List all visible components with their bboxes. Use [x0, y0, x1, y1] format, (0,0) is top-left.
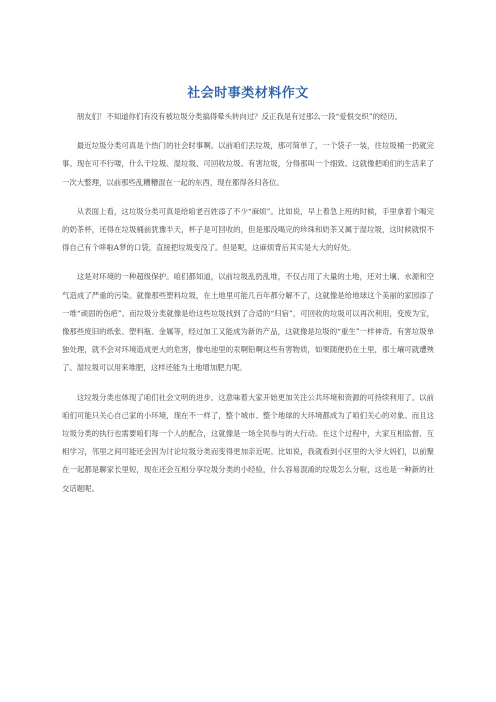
paragraph-4: 这是对环境的一种超级保护。咱们都知道，以前垃圾乱扔乱堆，不仅占用了大量的土地，还对土壤、水源和空气造成了严重的污染。就像那些塑料垃圾，在土地里可能几百年都分解不了，这就像是给地球这个美丽的家园添了一堆“顽固的伤疤”。而垃圾分类就像是给这些垃圾找到了合适的“归宿”，可回收的垃圾可以再次利用，变废为宝，像那些废旧的纸张、塑料瓶、金属等，经过加工又能成为新的产品，这就像是垃圾的“重生”一样神奇。有害垃圾单独处理，就不会对环境造成更大的危害，像电池里的汞啊铅啊这些有害物质，如果随便扔在土里，那土壤可就遭殃了。湿垃圾可以用来堆肥，这样还能为土地增加肥力呢。 [62, 272, 434, 373]
paragraph-5: 这垃圾分类也体现了咱们社会文明的进步。这意味着大家开始更加关注公共环境和资源的可持续利用了。以前咱们可能只关心自己家的小环境，现在不一样了，整个城市、整个地球的大环境都成为了咱们关心的对象。而且这垃圾分类的执行也需要咱们每一个人的配合，这就像是一场全民参与的大行动。在这个过程中，大家互相监督、互相学习，邻里之间可能还会因为讨论垃圾分类而变得更加亲近呢。比如说，我就看到小区里的大爷大妈们，以前聚在一起都是聊家长里短，现在还会互相分享垃圾分类的小经验，什么容易混淆的垃圾怎么分啦，这也是一种新的社交话题呢。 [62, 392, 434, 493]
paragraph-3: 从表面上看，这垃圾分类可真是给咱老百姓添了不少“麻烦”。比如说，早上着急上班的时候，手里拿着个喝完的奶茶杯，还得在垃圾桶前犹豫半天，杯子是可回收的，但是那没喝完的珍珠和奶茶又属于湿垃圾，这时候就恨不得自己有个哆啦A梦的口袋，直接把垃圾变没了。但是呢，这麻烦背后其实是大大的好处。 [62, 206, 434, 253]
document-title: 社会时事类材料作文 [187, 86, 309, 101]
paragraph-2: 最近垃圾分类可真是个热门的社会时事啊。以前咱们丢垃圾，那可简单了，一个袋子一装，往垃圾桶一扔就完事。现在可不行喽，什么干垃圾、湿垃圾、可回收垃圾、有害垃圾，分得那叫一个细致。这就像把咱们的生活来了一次大整理，以前那些乱糟糟混在一起的东西，现在都得各归各位。 [62, 141, 434, 187]
paragraph-1: 朋友们！不知道你们有没有被垃圾分类搞得晕头转向过？反正我是有过那么一段“爱恨交织”的经历。 [76, 112, 403, 121]
document-body [62, 108, 434, 509]
